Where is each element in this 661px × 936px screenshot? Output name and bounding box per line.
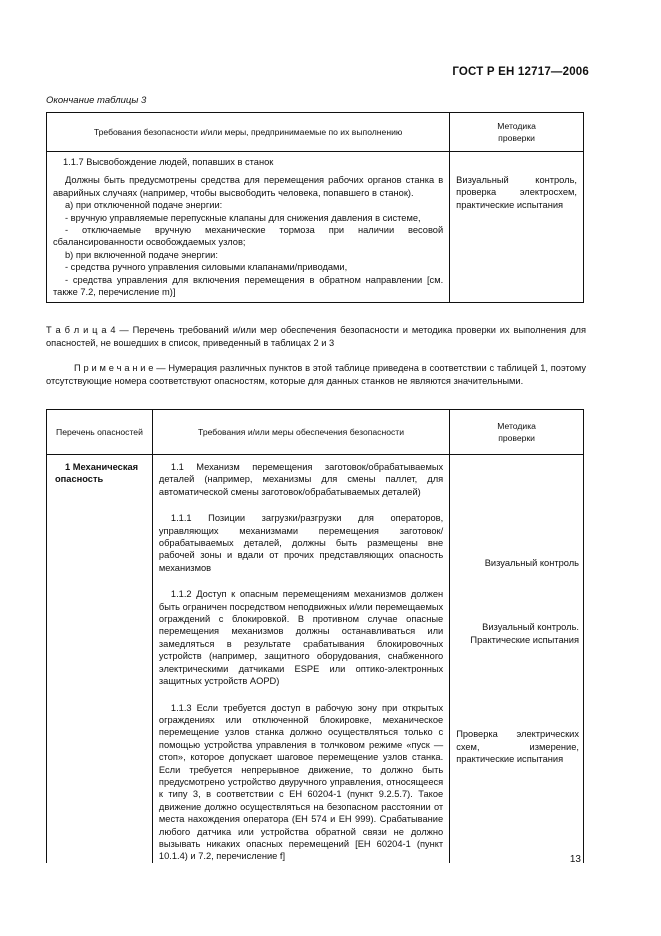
table3-col-method-line2: проверки: [498, 133, 535, 143]
table4-note: [46, 362, 586, 387]
table3-method-text: Визуальный контроль, проверка электросхем, практические испытания: [456, 175, 577, 210]
table3-row: [47, 152, 584, 303]
note-prefix: П р и м е ч а н и е: [74, 363, 154, 373]
table3: [46, 112, 584, 303]
table4-title-text: — Перечень требований и/или мер обеспечения безопасности и методика проверки их выполнения для опасностей, не вошедших в список, приведенный в таблицах 2 и 3: [46, 325, 586, 348]
table3-caption: Окончание таблицы 3: [46, 95, 147, 106]
table3-line: - вручную управляемые перепускные клапаны для снижения давления в системе,: [65, 212, 421, 223]
page-number: 13: [569, 854, 581, 865]
table3-method-cell: [450, 152, 584, 303]
table4-col-requirements: Требования и/или меры обеспечения безопасности: [152, 410, 449, 455]
table3-line: - средства управления для включения перемещения в обратном направлении [см. также 7.2, перечисление m)]: [53, 274, 444, 298]
table3-line: b) при включенной подаче энергии:: [65, 249, 218, 260]
table4-col-method-line2: проверки: [498, 433, 535, 443]
table4-requirement: 1.1.1 Позиции загрузки/разгрузки для операторов, управляющих механизмами перемещения заготовок/обрабатываемых деталей, должны быть размещены вне рабочей зоны и вдали от прочих представляющих опасность механизмов: [158, 513, 444, 573]
table4: [46, 409, 584, 863]
table4-col-method: [450, 410, 584, 455]
table4-method-cell: [450, 455, 584, 863]
table4-requirement: 1.1.2 Доступ к опасным перемещениям механизмов должен быть ограничен посредством неподвижных и/или перемещаемых ограждений с блокировкой. В противном случае опасные перемещения механизмов должны останавливаться или замедляться в результате срабатывания блокировочных устройств (например, защитного оборудования, снабженного электрическими датчиками ESPE или оптико-электронных защитных устройств AOPD): [158, 589, 444, 687]
table4-requirement: 1.1 Механизм перемещения заготовок/обрабатываемых деталей (например, механизмы для смены паллет, для автоматической смены заготовок/обрабатываемых деталей): [158, 462, 444, 497]
note-text: — Нумерация различных пунктов в этой таблице приведена в соответствии с таблицей 1, поэтому отсутствующие номера соответствуют опасностям, которые для данных станков не являются значительными.: [46, 363, 586, 386]
table3-requirements-cell: [47, 152, 450, 303]
table4-method: Визуальный контроль: [484, 558, 579, 568]
table3-section-title: 1.1.7 Высвобождение людей, попавших в станок: [63, 157, 274, 167]
table4-title: [46, 324, 586, 349]
table3-line: Должны быть предусмотрены средства для перемещения рабочих органов станка в аварийных случаях (например, чтобы высвободить человека, попавшего в станок).: [53, 175, 444, 198]
table3-line: а) при отключенной подаче энергии:: [65, 200, 223, 211]
table3-header-row: [47, 113, 584, 152]
table4-header-row: [47, 410, 584, 455]
table4-col-method-line1: Методика: [497, 421, 536, 431]
table4-hazard-text: 1 Механическая опасность: [55, 462, 139, 485]
table4-col-hazards: Перечень опасностей: [47, 410, 153, 455]
table4-requirements-cell: [152, 455, 449, 863]
table4-requirement: 1.1.3 Если требуется доступ в рабочую зону при открытых ограждениях или отключенной блокировке, механическое перемещение узлов станка должно осуществляться только с помощью устройства управления в толчковом режиме «пуск — стоп», которое допускает шаговое перемещение узлов станка. Если требуется непрерывное движение, то должно быть предусмотрено устройство двуручного управления, относящееся к типу 3, в соответствии с ЕН 60204-1 (пункт 9.2.5.7). Такое движение должно осуществляться на безопасном расстоянии от места нахождения оператора (ЕН 574 и ЕН 999). Срабатывание любого датчика или устройства обратной связи не должно вызывать никаких опасных перемещений [ЕН 60204-1 (пункт 10.1.4) и 7.2, перечисление f]: [158, 702, 444, 862]
table3-col-method: [450, 113, 584, 152]
table3-line: - средства ручного управления силовыми клапанами/приводами,: [65, 262, 348, 273]
table4-method: Проверка электрических схем, измерение, практические испытания: [456, 729, 579, 765]
table3-col-requirements: Требования безопасности и/или меры, предпринимаемые по их выполнению: [47, 113, 450, 152]
table4-title-prefix: Т а б л и ц а 4: [46, 325, 116, 335]
table3-col-method-line1: Методика: [497, 121, 536, 131]
table4-hazard-cell: [47, 455, 153, 863]
document-id: ГОСТ Р ЕН 12717—2006: [452, 66, 589, 78]
table3-line: - отключаемые вручную механические тормоза при наличии весовой сбалансированности освобождаемых узлов;: [53, 225, 444, 248]
table4-method: Визуальный контроль. Практические испытания: [470, 622, 579, 645]
table4-row: [47, 455, 584, 863]
